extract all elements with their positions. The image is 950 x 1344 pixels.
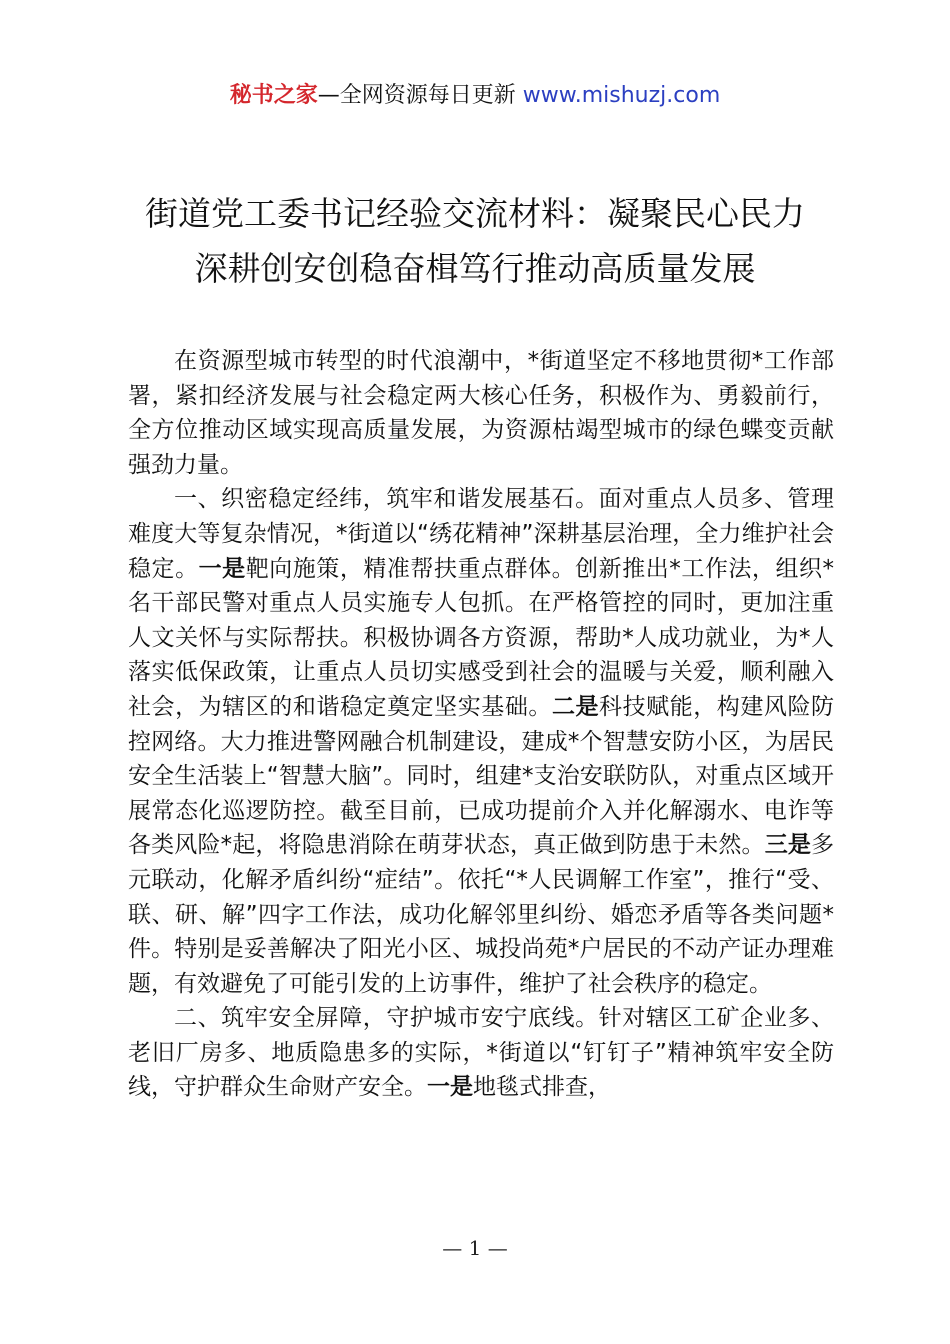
point-one-text: 靶向施策，精准帮扶重点群体。创新推出*工作法，组织*名干部民警对重点人员实施专人包抓。在严格管控的同时，更加注重人文关怀与实际帮扶。积极协调各方资源，帮助*人成功就业，为*人落实低保政策，让重点人员切实感受到社会的温暖与关爱，顺利融入社会，为辖区的和谐稳定奠定坚实基础。 <box>128 555 835 720</box>
point-two-text: 科技赋能，构建风险防控网络。大力推进警网融合机制建设，建成*个智慧安防小区，为居民安全生活装上“智慧大脑”。同时，组建*支治安联防队，对重点区域开展常态化巡逻防控。截至目前，已成功提前介入并化解溺水、电诈等各类风险*起，将隐患消除在萌芽状态，真正做到防患于未然。 <box>128 693 835 859</box>
section-two-point-one-text: 地毯式排查， <box>473 1074 611 1101</box>
intro-paragraph: 在资源型城市转型的时代浪潮中，*街道坚定不移地贯彻*工作部署，紧扣经济发展与社会稳定两大核心任务，积极作为、勇毅前行，全方位推动区域实现高质量发展，为资源枯竭型城市的绿色蝶变贡献强劲力量。 <box>128 348 834 478</box>
point-three-lead: 三是 <box>764 832 812 859</box>
title-line-2: 深耕创安创稳奋楫笃行推动高质量发展 <box>194 249 756 288</box>
section-one-intro: 一、织密稳定经纬，筑牢和谐发展基石。面对重点人员多、管理难度大等复杂情况，*街道以“绣花精神”深耕基层治理，全力维护社会稳定。 <box>128 486 834 582</box>
page-number: — 1 — <box>442 1236 508 1260</box>
point-three-text: 多元联动，化解矛盾纠纷“症结”。依托“*人民调解工作室”，推行“受、联、研、解”四字工作法，成功化解邻里纠纷、婚恋矛盾等各类问题*件。特别是妥善解决了阳光小区、城投尚苑*户居民的不动产证办理难题，有效避免了可能引发的上访事件，维护了社会秩序的稳定。 <box>128 832 835 997</box>
section-two-point-one-lead: 一是 <box>427 1074 473 1101</box>
section-two-intro: 二、筑牢安全屏障，守护城市安宁底线。针对辖区工矿企业多、老旧厂房多、地质隐患多的实际，*街道以“钉钉子”精神筑牢安全防线，守护群众生命财产安全。 <box>128 1005 834 1101</box>
site-header <box>0 80 950 112</box>
title-line-1: 街道党工委书记经验交流材料：凝聚民心民力 <box>145 194 805 233</box>
section-one-paragraph <box>128 482 834 1001</box>
point-two-lead: 二是 <box>551 693 600 720</box>
header-tagline: —全网资源每日更新 <box>317 83 523 108</box>
section-two-paragraph <box>128 1001 834 1105</box>
document-title <box>40 186 910 296</box>
site-url-link[interactable]: www.mishuzj.com <box>522 83 721 108</box>
document-body <box>128 344 834 1105</box>
brand-name: 秘书之家 <box>229 83 318 108</box>
point-one-lead: 一是 <box>198 555 246 582</box>
